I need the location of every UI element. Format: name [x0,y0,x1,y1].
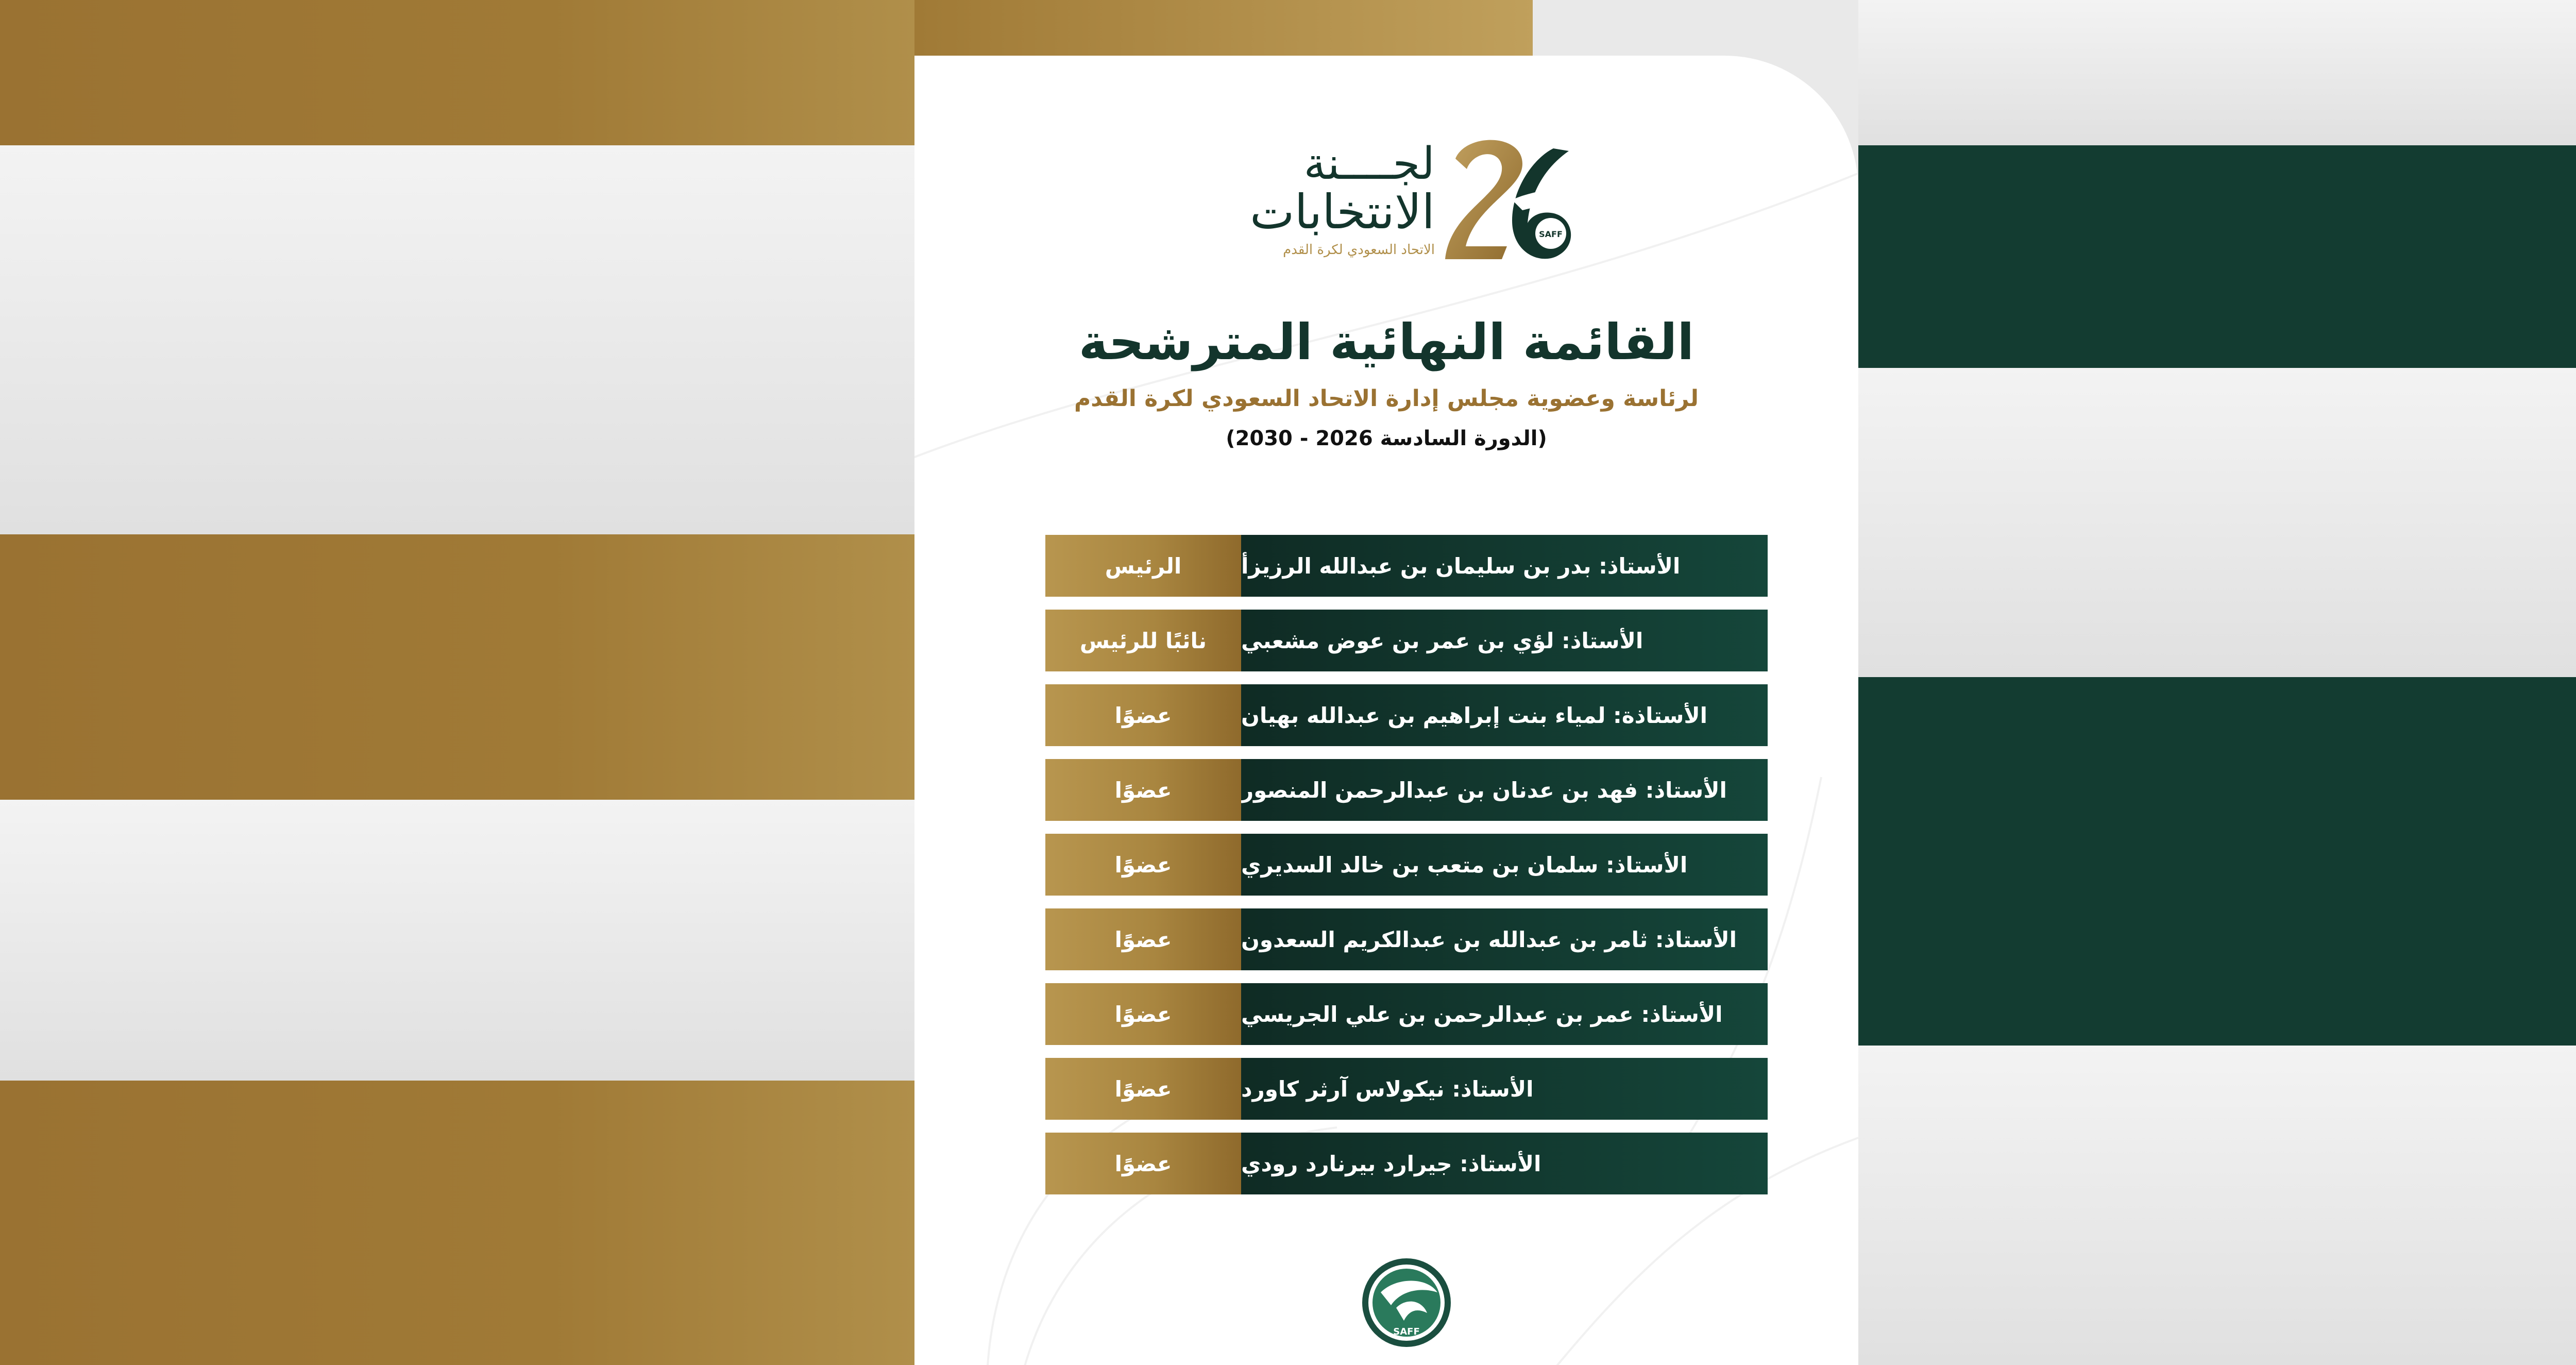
candidate-role: عضوًا [1045,759,1241,821]
bg-stripe-gold-3 [0,1081,914,1365]
candidate-role: عضوًا [1045,908,1241,970]
saff-emblem-icon [1360,1256,1453,1349]
page-subtitle: لرئاسة وعضوية مجلس إدارة الاتحاد السعودي لكرة القدم [1074,385,1699,412]
candidate-role: عضوًا [1045,834,1241,896]
page-title: القائمة النهائية المترشحة [1078,313,1694,371]
candidate-row [1045,1133,1768,1194]
bg-stripe-light-1 [0,145,914,534]
candidate-role: عضوًا [1045,983,1241,1045]
candidate-name: الأستاذ: سلمان بن متعب بن خالد السديري [1241,834,1768,896]
candidate-row [1045,1058,1768,1120]
bg-stripe-green-r2 [1858,677,2576,1046]
candidate-name: الأستاذة: لمياء بنت إبراهيم بن عبدالله بهيان [1241,684,1768,746]
bg-stripe-light-2 [0,800,914,1081]
emblem-text: SAFF [1393,1326,1420,1337]
bg-stripe-green-r1 [1858,145,2576,368]
candidate-name: الأستاذ: لؤي بن عمر بن عوض مشعبي [1241,610,1768,671]
announcement-card [914,56,1858,1365]
candidate-role: نائبًا للرئيس [1045,610,1241,671]
bg-gold-swoosh [914,0,1533,62]
logo-text-federation: الاتحاد السعودي لكرة القدم [1283,242,1435,258]
bg-stripe-gold-2 [0,534,914,800]
candidate-row [1045,610,1768,671]
candidate-role: عضوًا [1045,1058,1241,1120]
bg-stripe-light-r2 [1858,368,2576,677]
logo-text-committee: لجــــنة [1303,138,1435,190]
candidate-list [1045,535,1768,1207]
candidate-row [1045,684,1768,746]
candidate-name: الأستاذ: عمر بن عبدالرحمن بن علي الجريسي [1241,983,1768,1045]
logo-mark-text: SAFF [1539,229,1563,239]
bg-stripe-light-r3 [1858,1046,2576,1365]
candidate-row [1045,759,1768,821]
candidate-role: عضوًا [1045,684,1241,746]
bg-stripe-light-r1 [1858,0,2576,145]
candidate-row [1045,983,1768,1045]
candidate-name: الأستاذ: جيرارد بيرنارد رودي [1241,1133,1768,1194]
logo-text-elections: الانتخابات [1249,184,1435,240]
candidate-name: الأستاذ: ثامر بن عبدالله بن عبدالكريم السعدون [1241,908,1768,970]
candidate-row [1045,834,1768,896]
term-period: (الدورة السادسة 2026 - 2030) [1226,427,1547,450]
elections-committee-logo [1234,128,1595,272]
candidate-name: الأستاذ: نيكولاس آرثر كاورد [1241,1058,1768,1120]
candidate-role: الرئيس [1045,535,1241,597]
candidate-role: عضوًا [1045,1133,1241,1194]
candidate-name: الأستاذ: بدر بن سليمان بن عبدالله الرزيزأ [1241,535,1768,597]
candidate-name: الأستاذ: فهد بن عدنان بن عبدالرحمن المنصور [1241,759,1768,821]
candidate-row [1045,908,1768,970]
candidate-row [1045,535,1768,597]
bg-stripe-gold-1 [0,0,914,145]
saff-26-logo-icon [1435,128,1589,272]
